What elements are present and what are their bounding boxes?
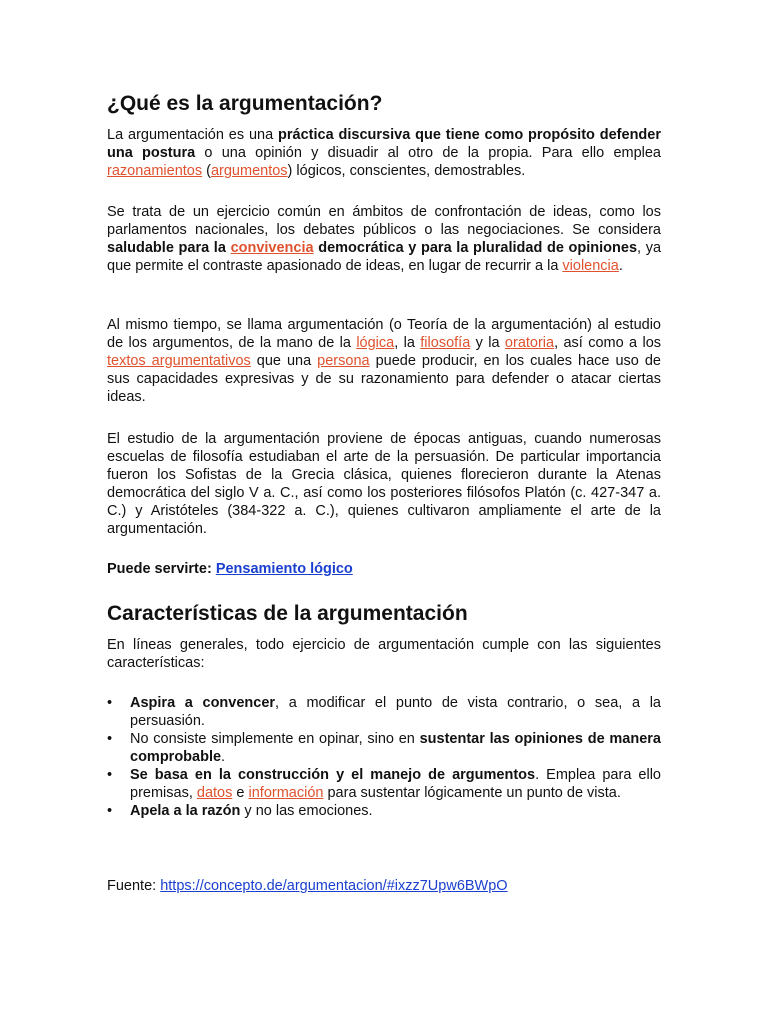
paragraph-history: El estudio de la argumentación proviene de épocas antiguas, cuando numerosas escuelas de filosofía estudiaban el arte de la persuasión. De particular importancia fueron los Sofistas de la Grecia clásica, quienes florecieron durante la Atenas democrática del siglo V a. C., así como los posteriores filósofos Platón (c. 427-347 a. C.) y Aristóteles (384-322 a. C.), quienes cultivaron ampliamente el arte de la argumentación. bbox=[107, 431, 661, 537]
text: y la bbox=[470, 335, 505, 351]
text: Se trata de un ejercicio común en ámbitos de confrontación de ideas, como los parlamentos nacionales, los debates públicos o las negociaciones. Se considera bbox=[107, 204, 661, 238]
text: , ya que permite el contraste apasionado de ideas, en lugar de recurrir a la bbox=[107, 240, 662, 274]
source-label: Fuente: bbox=[107, 878, 161, 894]
text: La argumentación es una bbox=[107, 127, 279, 143]
link-convivencia[interactable]: convivencia bbox=[230, 240, 314, 256]
text: No consiste simplemente en opinar, sino en bbox=[130, 731, 420, 747]
link-datos[interactable]: datos bbox=[196, 785, 233, 801]
paragraph-usage bbox=[107, 203, 661, 275]
text: . bbox=[221, 749, 226, 765]
text: . Emplea para ello premisas, bbox=[130, 767, 661, 801]
link-persona[interactable]: persona bbox=[317, 353, 370, 369]
link-oratoria[interactable]: oratoria bbox=[504, 335, 555, 351]
bold-text: Aspira a convencer bbox=[130, 695, 276, 711]
page-title: ¿Qué es la argumentación? bbox=[107, 92, 383, 115]
link-informacion[interactable]: información bbox=[248, 785, 324, 801]
paragraph-definition bbox=[107, 126, 661, 180]
bold-text: sustentar las opiniones de manera comprobable bbox=[130, 731, 661, 765]
bold-text: Apela a la razón bbox=[130, 803, 241, 819]
bullet-icon: • bbox=[107, 695, 113, 711]
list-item bbox=[107, 766, 661, 802]
link-argumentos[interactable]: argumentos bbox=[210, 163, 288, 179]
bullet-icon: • bbox=[107, 767, 113, 783]
paragraph-theory bbox=[107, 316, 661, 406]
list-item bbox=[107, 730, 661, 766]
text: e bbox=[232, 785, 249, 801]
bold-text: saludable para la bbox=[107, 240, 231, 256]
text: y no las emociones. bbox=[240, 803, 373, 819]
text: o una opinión y disuadir al otro de la propia. Para ello emplea bbox=[195, 145, 661, 161]
list-item bbox=[107, 694, 661, 730]
link-pensamiento-logico[interactable]: Pensamiento lógico bbox=[215, 561, 353, 577]
list-item bbox=[107, 802, 661, 820]
text: ) lógicos, conscientes, demostrables. bbox=[287, 163, 526, 179]
paragraph-intro: En líneas generales, todo ejercicio de argumentación cumple con las siguientes características: bbox=[107, 637, 661, 671]
text: , la bbox=[394, 335, 421, 351]
link-filosofia[interactable]: filosofía bbox=[420, 335, 471, 351]
text: . bbox=[618, 258, 623, 274]
text: para sustentar lógicamente un punto de vista. bbox=[323, 785, 621, 801]
bullet-icon: • bbox=[107, 803, 113, 819]
source-link[interactable]: https://concepto.de/argumentacion/#ixzz7Upw6BWpO bbox=[160, 878, 508, 894]
text: ( bbox=[202, 163, 211, 179]
bold-text: democrática y para la pluralidad de opiniones bbox=[313, 240, 638, 256]
text: que una bbox=[250, 353, 318, 369]
link-violencia[interactable]: violencia bbox=[562, 258, 619, 274]
see-also bbox=[107, 560, 661, 578]
text: puede producir, en los cuales hace uso de sus capacidades expresivas y de su razonamiento para defender o atacar ciertas ideas. bbox=[107, 353, 661, 405]
link-logica[interactable]: lógica bbox=[356, 335, 395, 351]
link-razonamientos[interactable]: razonamientos bbox=[107, 163, 203, 179]
section-title: Características de la argumentación bbox=[107, 602, 468, 625]
see-also-label: Puede servirte: bbox=[107, 561, 216, 577]
bold-text: Se basa en la construcción y el manejo de argumentos bbox=[130, 767, 536, 783]
text: Al mismo tiempo, se llama argumentación (o Teoría de la argumentación) al estudio de los argumentos, de la mano de la bbox=[107, 317, 661, 351]
bold-text: práctica discursiva que tiene como propósito defender una postura bbox=[107, 127, 661, 161]
link-textos-argumentativos[interactable]: textos argumentativos bbox=[107, 353, 251, 369]
text: , así como a los bbox=[554, 335, 662, 351]
text: , a modificar el punto de vista contrario, o sea, a la persuasión. bbox=[130, 695, 661, 729]
characteristics-list bbox=[107, 694, 661, 820]
source-line bbox=[107, 877, 508, 895]
bullet-icon: • bbox=[107, 731, 113, 747]
